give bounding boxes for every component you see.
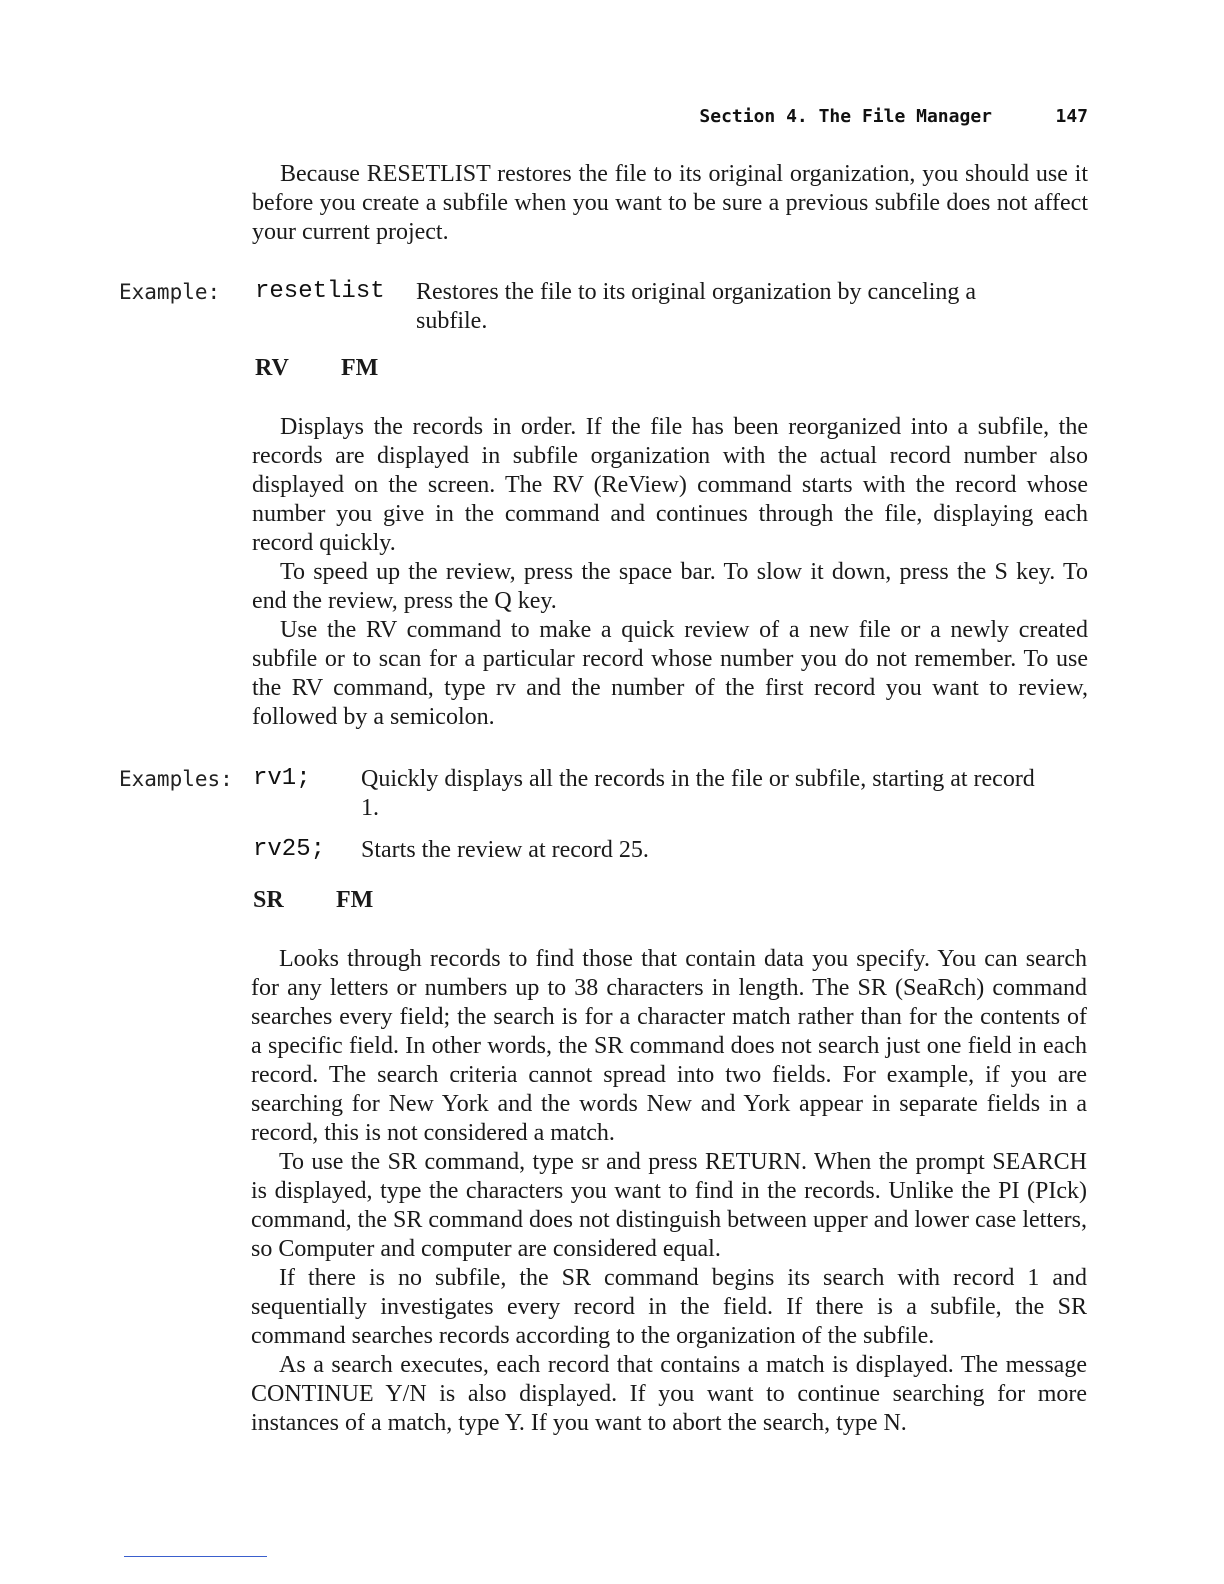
rv1-command: rv1; <box>253 765 311 792</box>
sr-module-name: FM <box>336 887 374 913</box>
resetlist-command: resetlist <box>255 278 385 305</box>
section-title: Section 4. The File Manager <box>699 106 992 127</box>
example-label: Example: <box>119 280 221 304</box>
sr-paragraph: If there is no subfile, the SR command begins its search with record 1 and sequentially investigates every record in the field. If there is a subfile, the SR command searches records according to the organization of the subfile. <box>251 1265 1087 1349</box>
rv25-command: rv25; <box>253 836 326 863</box>
rv-paragraph: To speed up the review, press the space bar. To slow it down, press the S key. To end the review, press the Q key. <box>252 559 1088 614</box>
rv1-description: Quickly displays all the records in the file or subfile, starting at record 1. <box>361 766 1035 821</box>
rv-description-block <box>252 413 1088 732</box>
rv-command-name: RV <box>255 355 289 381</box>
rv-module-name: FM <box>341 355 379 381</box>
examples-label: Examples: <box>119 767 233 791</box>
footnote-rule <box>124 1556 267 1557</box>
intro-paragraph: Because RESETLIST restores the file to its original organization, you should use it before you create a subfile when you want to be sure a previous subfile does not affect your current project. <box>252 161 1088 245</box>
rv-paragraph: Use the RV command to make a quick review of a new file or a newly created subfile or to scan for a particular record whose number you do not remember. To use the RV command, type rv and the number of the first record you want to review, followed by a semicolon. <box>252 617 1088 730</box>
rv25-description: Starts the review at record 25. <box>361 837 649 863</box>
sr-heading <box>253 887 374 914</box>
page-number: 147 <box>1055 106 1088 127</box>
sr-paragraph: Looks through records to find those that contain data you specify. You can search for any letters or numbers up to 38 characters in length. The SR (SeaRch) command searches every field; the search is for a character match rather than for the contents of a specific field. In other words, the SR command does not search just one field in each record. The search criteria cannot spread into two fields. For example, if you are searching for New York and the words New and York appear in separate fields in a record, this is not considered a match. <box>251 946 1087 1146</box>
sr-command-name: SR <box>253 887 284 913</box>
resetlist-description: Restores the file to its original organization by canceling a subfile. <box>416 279 977 334</box>
sr-paragraph: To use the SR command, type sr and press RETURN. When the prompt SEARCH is displayed, type the characters you want to find in the records. Unlike the PI (PIck) command, the SR command does not distinguish between upper and lower case letters, so Computer and computer are considered equal. <box>251 1149 1087 1262</box>
sr-paragraph: As a search executes, each record that contains a match is displayed. The message CONTINUE Y/N is also displayed. If you want to continue searching for more instances of a match, type Y. If you want to abort the search, type N. <box>251 1352 1087 1436</box>
sr-description-block <box>251 945 1087 1438</box>
intro-paragraph-block <box>252 160 1088 247</box>
rv-paragraph: Displays the records in order. If the file has been reorganized into a subfile, the records are displayed in subfile organization with the actual record number also displayed on the screen. The RV (ReView) command starts with the record whose number you give in the command and continues through the file, displaying each record quickly. <box>252 414 1088 556</box>
rv-heading <box>255 355 379 382</box>
